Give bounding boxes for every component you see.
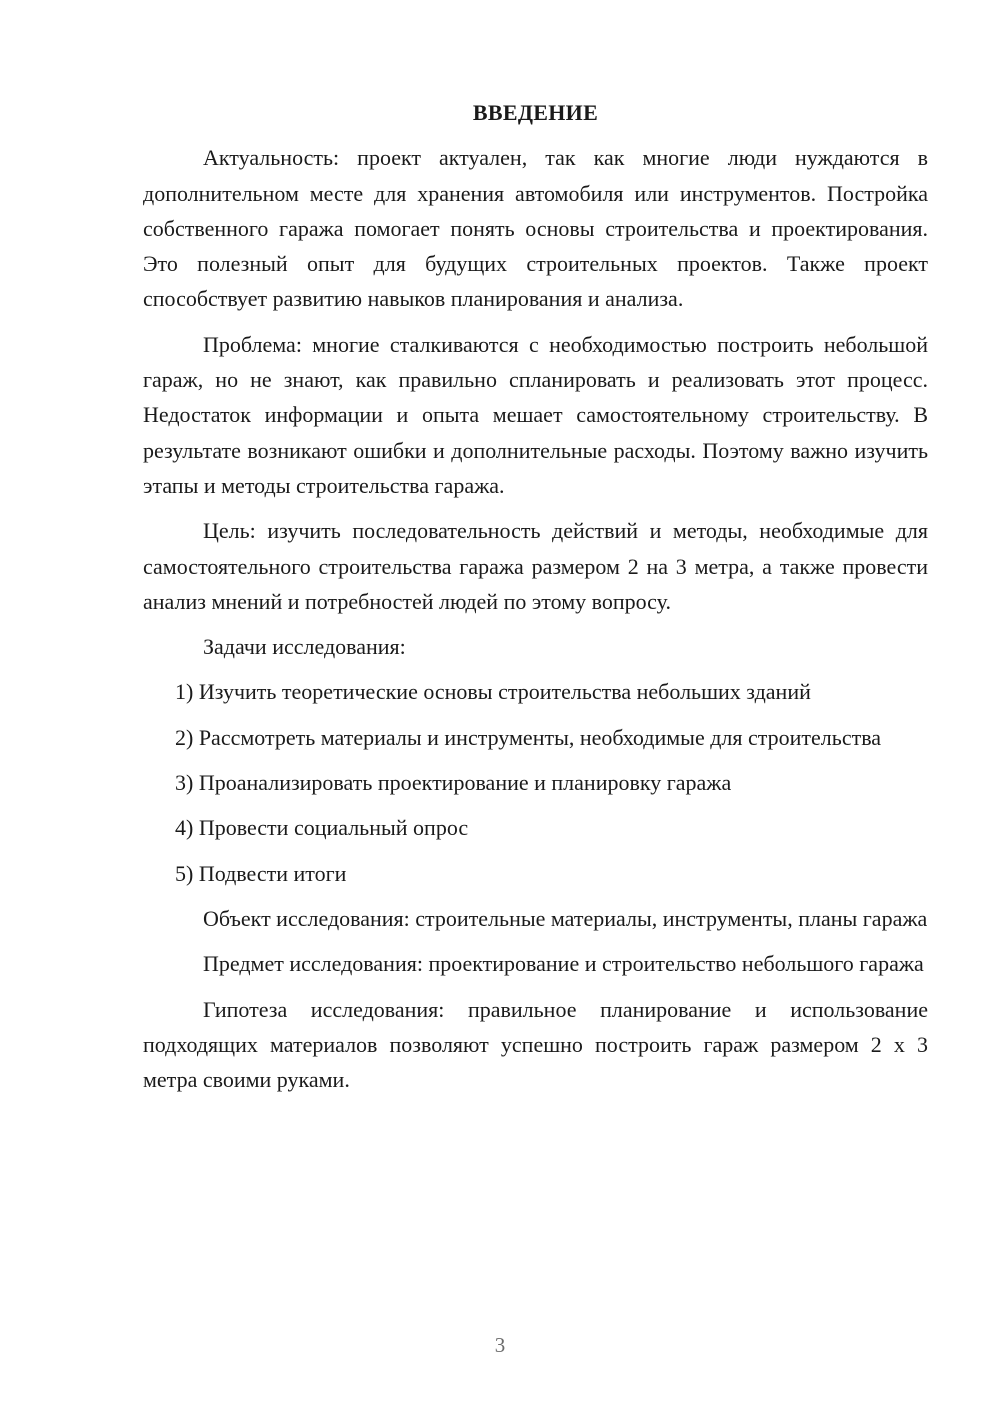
- object-paragraph: Объект исследования: строительные материалы, инструменты, планы гаража: [203, 905, 928, 931]
- problem-paragraph: Проблема: многие сталкиваются с необходимостью построить небольшой гараж, но не знают, как правильно спланировать и реализовать этот процесс. Недостаток информации и опыта мешает самостоятельному строительству. В результате возникают ошибки и дополнительные расходы. Поэтому важно изучить этапы и методы строительства гаража.: [143, 331, 928, 498]
- hypothesis-paragraph: Гипотеза исследования: правильное планирование и использование подходящих материалов позволяют успешно построить гараж размером 2 х 3 метра своими руками.: [143, 996, 928, 1093]
- task-item: 5) Подвести итоги: [175, 860, 347, 886]
- task-item: 1) Изучить теоретические основы строительства небольших зданий: [175, 679, 811, 705]
- page-number: 3: [494, 1333, 506, 1357]
- relevance-paragraph: Актуальность: проект актуален, так как многие люди нуждаются в дополнительном месте для хранения автомобиля или инструментов. Постройка собственного гаража помогает понять основы строительства и проектирования. Это полезный опыт для будущих строительных проектов. Также проект способствует развитию навыков планирования и анализа.: [143, 145, 928, 312]
- tasks-heading: Задачи исследования:: [203, 634, 406, 660]
- task-item: 2) Рассмотреть материалы и инструменты, необходимые для строительства: [175, 724, 882, 750]
- document-page: [143, 95, 928, 1107]
- goal-paragraph: Цель: изучить последовательность действий и методы, необходимые для самостоятельного строительства гаража размером 2 на 3 метра, а также провести анализ мнений и потребностей людей по этому вопросу.: [143, 518, 928, 614]
- task-item: 4) Провести социальный опрос: [175, 815, 469, 841]
- task-item: 3) Проанализировать проектирование и планировку гаража: [175, 770, 732, 796]
- subject-paragraph: Предмет исследования: проектирование и строительство небольшого гаража: [203, 951, 924, 977]
- section-title: ВВЕДЕНИЕ: [472, 100, 599, 125]
